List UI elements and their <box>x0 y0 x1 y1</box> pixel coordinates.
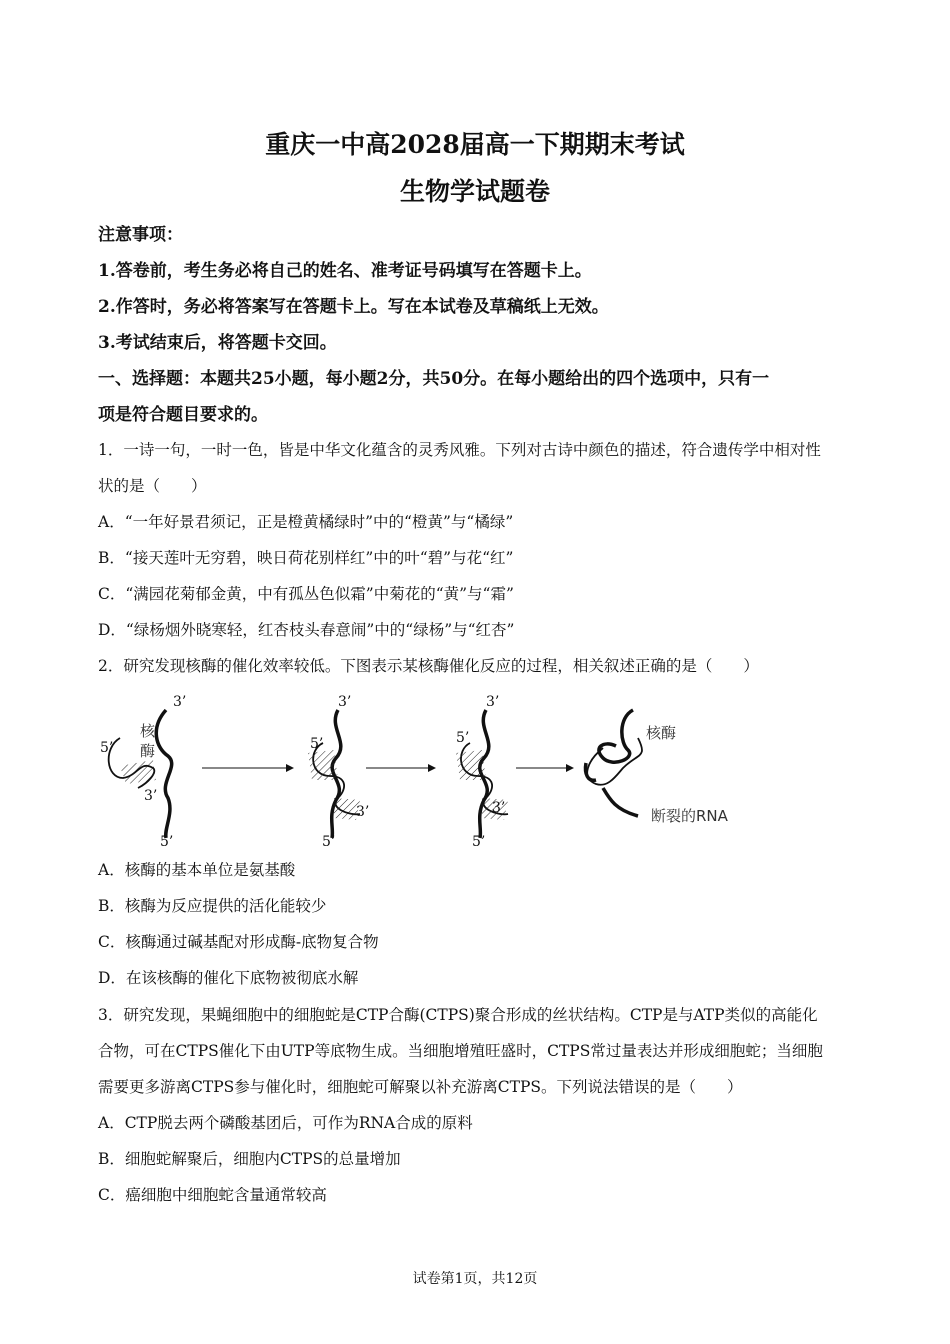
label-5prime-left-2: 5’ <box>310 736 324 752</box>
q3-option-b: B．细胞蛇解聚后，细胞内CTPS的总量增加 <box>98 1150 401 1168</box>
cleaved-rna-fragment-2 <box>585 763 596 780</box>
q3-option-c: C．癌细胞中细胞蛇含量通常较高 <box>98 1186 327 1204</box>
note-item-3: 3.考试结束后，将答题卡交回。 <box>98 333 337 353</box>
notes-heading: 注意事项： <box>98 225 183 245</box>
label-3prime-top-1: 3’ <box>173 694 187 710</box>
label-enzyme-char-2: 酶 <box>140 742 156 760</box>
cleaved-rna-fragment-3 <box>603 788 638 816</box>
label-5prime-bottom-3: 5’ <box>472 834 486 848</box>
q1-option-b: B．“接天莲叶无穷碧，映日荷花别样红”中的叶“碧”与花“红” <box>98 549 514 567</box>
label-ribozyme-4: 核酶 <box>646 724 677 742</box>
q1-option-c: C．“满园花菊郁金黄，中有孤丛色似霜”中菊花的“黄”与“霜” <box>98 585 514 603</box>
arrow-3-head <box>566 764 574 772</box>
base-pairing-region-2a <box>308 750 338 780</box>
panel-4-products <box>585 710 728 825</box>
q2-option-d: D．在该核酶的催化下底物被彻底水解 <box>98 969 359 987</box>
label-3prime-right-3: 3’ <box>492 800 506 816</box>
section-header-line-1: 一、选择题：本题共25小题，每小题2分，共50分。在每小题给出的四个选项中，只有一 <box>98 369 770 389</box>
page-footer: 试卷第1页，共12页 <box>412 1271 538 1287</box>
arrow-1-head <box>286 764 294 772</box>
label-3prime-top-3: 3’ <box>486 694 500 710</box>
base-pairing-region-1 <box>120 760 156 784</box>
panel-3-cleavage <box>456 694 508 848</box>
label-5prime-left-3: 5’ <box>456 730 470 746</box>
arrow-2-head <box>428 764 436 772</box>
q2-option-a: A．核酶的基本单位是氨基酸 <box>98 861 296 879</box>
exam-subtitle: 生物学试题卷 <box>399 177 550 206</box>
q3-stem-line-3: 需要更多游离CTPS参与催化时，细胞蛇可解聚以补充游离CTPS。下列说法错误的是（ ） <box>98 1078 743 1096</box>
label-3prime-top-2: 3’ <box>338 694 352 710</box>
q2-option-c: C．核酶通过碱基配对形成酶-底物复合物 <box>98 933 379 951</box>
ribozyme-diagram <box>98 688 758 848</box>
q3-stem-line-1: 3．研究发现，果蝇细胞中的细胞蛇是CTP合酶(CTPS)聚合形成的丝状结构。CTP是与ATP类似的高能化 <box>98 1006 818 1024</box>
note-item-2: 2.作答时，务必将答案写在答题卡上。写在本试卷及草稿纸上无效。 <box>98 297 609 317</box>
section-header-line-2: 项是符合题目要求的。 <box>98 405 268 425</box>
q1-stem-line-2: 状的是（ ） <box>98 477 207 495</box>
panel-1-enzyme-substrate <box>100 694 186 848</box>
q1-option-d: D．“绿杨烟外晓寒轻，红杏枝头春意闹”中的“绿杨”与“红杏” <box>98 621 515 639</box>
label-5prime-bottom-1: 5’ <box>160 834 174 848</box>
q3-option-a: A．CTP脱去两个磷酸基团后，可作为RNA合成的原料 <box>98 1114 473 1132</box>
label-enzyme-char-1: 核 <box>140 722 156 740</box>
panel-2-complex <box>308 694 369 848</box>
q2-stem-line-1: 2．研究发现核酶的催化效率较低。下图表示某核酶催化反应的过程，相关叙述正确的是（ ） <box>98 657 759 675</box>
base-pairing-region-3a <box>456 750 486 780</box>
label-cleaved-rna: 断裂的RNA <box>651 807 728 825</box>
label-3prime-mid-1: 3’ <box>144 788 158 804</box>
q3-stem-line-2: 合物，可在CTPS催化下由UTP等底物生成。当细胞增殖旺盛时，CTPS常过量表达并形成细胞蛇；当细胞 <box>98 1042 823 1060</box>
substrate-rna-strand-1 <box>156 710 171 838</box>
cleaved-rna-fragment-1 <box>599 710 633 762</box>
q1-stem-line-1: 1．一诗一句，一时一色，皆是中华文化蕴含的灵秀风雅。下列对古诗中颜色的描述，符合遗传学中相对性 <box>98 441 821 459</box>
label-5prime-bottom-2: 5’ <box>322 834 336 848</box>
q1-option-a: A．“一年好景君须记，正是橙黄橘绿时”中的“橙黄”与“橘绿” <box>98 513 514 531</box>
label-5prime-left-1: 5’ <box>100 740 114 756</box>
label-3prime-right-2: 3’ <box>356 804 370 820</box>
q2-option-b: B．核酶为反应提供的活化能较少 <box>98 897 327 915</box>
exam-title: 重庆一中高2028届高一下期期末考试 <box>265 130 685 159</box>
note-item-1: 1.答卷前，考生务必将自己的姓名、准考证号码填写在答题卡上。 <box>98 261 592 281</box>
